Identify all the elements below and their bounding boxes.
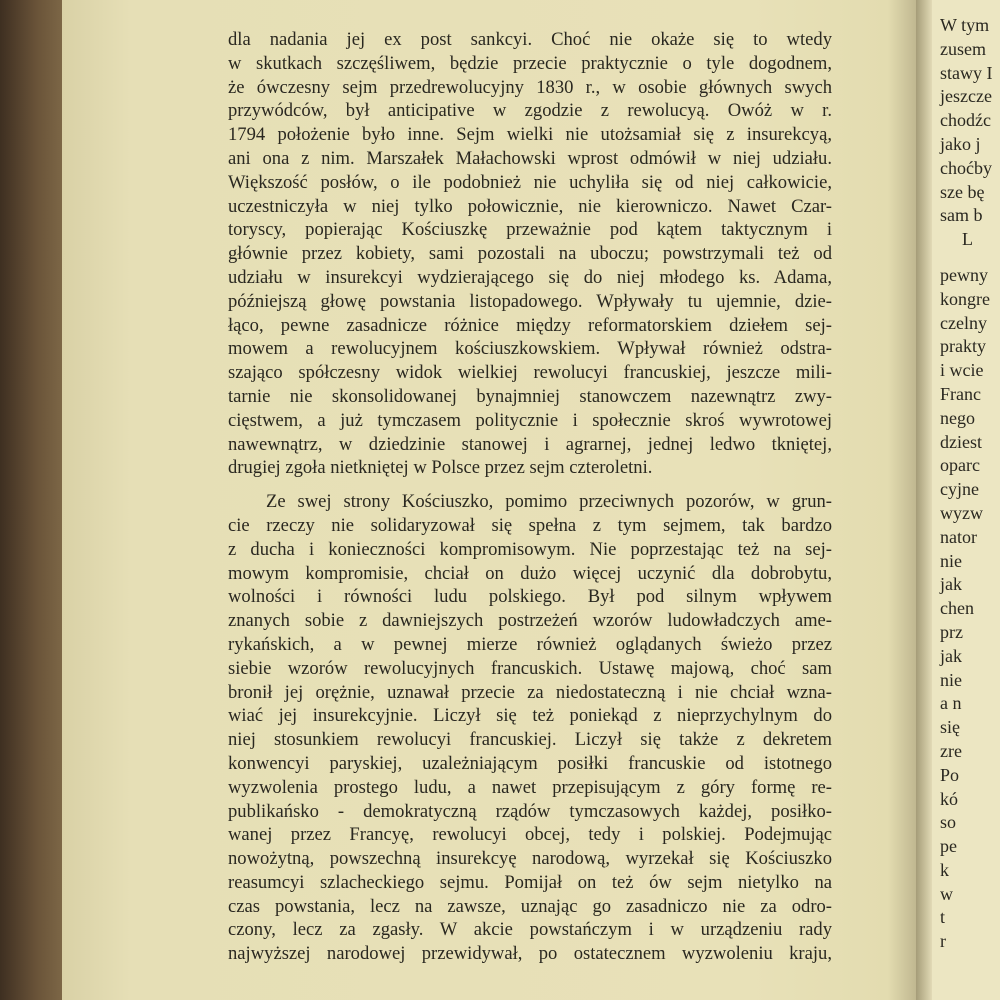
text-line: Ze swej strony Kościuszko, pomimo przeciwnych pozorów, w grun- [266,491,832,513]
text-line: bronił jej orężnie, uznawał przecie za niedostateczną i nie chciał wzna- [228,681,832,703]
right-page-line-fragment: W tym [940,15,990,35]
text-line: uczestniczyła w niej tylko połowicznie, nie kierowniczo. Nawet Czar- [228,195,832,217]
right-page-line-fragment: sze bę [940,181,985,202]
right-page-line-fragment: k [940,859,949,880]
text-line: wolności i równości ludu polskiego. Był pod silnym wpływem [228,586,832,608]
text-line: cie rzeczy nie solidaryzował się spełna z tym sejmem, tak bardzo [228,514,832,536]
right-page-text-fragments [940,14,993,954]
text-line: z ducha i konieczności kompromisowym. Nie poprzestając też na sej- [228,538,832,560]
text-line: cięstwem, a już tymczasem politycznie i społecznie skroś wywrotowej [228,409,832,431]
text-line: mowym kompromisie, chciał on dużo więcej uczynić dla dobrobytu, [228,562,832,584]
right-page-line-fragment: chodźc [940,110,991,131]
right-page-line-fragment: nie [940,550,962,571]
text-line: Większość posłów, o ile podobnież nie uchyliła się od niej całkowicie, [228,171,832,193]
text-line: że ówczesny sejm przedrewolucyjny 1830 r., w osobie głównych swych [228,76,832,98]
right-page-line-fragment: dziest [940,431,982,452]
right-page-line-fragment: jak [940,645,962,666]
right-page-line-fragment: prz [940,621,963,642]
text-line: mowem a rewolucyjnem kościuszkowskiem. Wpływał również odstra- [228,338,832,360]
text-line: tarnie nie skonsolidowanej bynajmniej stanowczem nazewnątrz zwy- [228,385,832,407]
right-page-line-fragment: zre [940,740,962,761]
text-line: rykańskich, a w pewnej mierze również oglądanych świeżo przez [228,633,832,655]
text-line: niej stosunkiem rewolucyi francuskiej. Liczył się także z dekretem [228,729,832,751]
text-line: późniejszą głowę powstania listopadowego. Wpływały tu ujemnie, dzie- [228,290,832,312]
text-line: przywódców, był anticipative w zgodzie z rewolucyą. Owóż w r. [228,100,832,122]
text-line: najwyższej narodowej przewidywał, po ostatecznem wyzwoleniu kraju, [228,943,832,965]
right-page-line-fragment: Po [940,764,960,785]
text-line: łąco, pewne zasadnicze różnice między reformatorskiem dziełem sej- [228,314,832,336]
text-line: czony, lecz za zgasły. W akcie powstańczym i w urządzeniu rady [228,919,832,941]
book-cover-edge [0,0,62,1000]
text-line: toryscy, popierając Kościuszkę przeważnie pod kątem taktycznym i [228,219,832,241]
right-page-line-fragment: kó [940,788,958,809]
right-page-line-fragment: choćby [940,157,992,178]
text-line: głównie przez kobiety, sami pozostali na uboczu; powstrzymali też od [228,243,832,265]
right-page-line-fragment: nie [940,669,962,690]
text-line: publikańsko - demokratyczną rządów tymczasowych każdej, posiłko- [228,800,832,822]
right-page-line-fragment: t [940,907,946,928]
text-line: wanej przez Francyę, rewolucyi obcej, tedy i polskiej. Podejmując [228,824,832,846]
right-page-line-fragment: czelny [940,312,987,333]
right-page-line-fragment: prakty [940,336,986,357]
right-page-line-fragment: nego [940,407,975,428]
right-page-line-fragment: stawy I [940,62,993,83]
text-line: wiać jej insurekcyjnie. Liczył się też poniekąd z nieprzychylnym do [228,705,832,727]
text-line: znanych sobie z dawniejszych postrzeżeń wzorów ludowładczych ame- [228,610,832,632]
right-page-line-fragment: jeszcze [940,86,992,107]
right-page-line-fragment: zusem [940,38,986,59]
right-page-line-fragment: so [940,812,957,833]
text-line: nawewnątrz, w dziedzinie stanowej i agrarnej, jednej ledwo tkniętej, [228,433,832,455]
text-line: ani ona z nim. Marszałek Małachowski wprost odmówił w niej udziału. [228,147,832,169]
right-page-line-fragment: w [940,883,953,904]
right-page-line-fragment: i wcie [940,360,984,381]
text-line: w skutkach szczęśliwem, będzie przecie praktycznie o tyle dogodnem, [228,52,832,74]
right-page-line-fragment: wyzw [940,502,983,523]
text-line: czas powstania, lecz na zawsze, uznając go zasadniczo nie za odro- [228,895,832,917]
right-page-line-fragment: jako j [940,133,981,154]
right-page-line-fragment: Franc [940,383,981,404]
text-line: nowożytną, powszechną insurekcyę narodową, wyrzekał się Kościuszko [228,848,832,870]
right-page-line-fragment: pewny [940,264,988,285]
right-page-line-fragment: nator [940,526,977,547]
paragraph-gap [228,480,832,490]
text-line: szająco spółczesny widok wielkiej rewolucyi francuskiej, jeszcze mili- [228,362,832,384]
text-line: konwencyi paryskiej, uzależniającym posiłki francuskie od istotnego [228,752,832,774]
right-page-line-fragment: r [940,931,946,952]
right-page-line-fragment: jak [940,574,962,595]
text-line: wyzwolenia prostego ludu, a nawet przepisującym z góry formę re- [228,776,832,798]
text-line: dla nadania jej ex post sankcyi. Choć nie okaże się to wtedy [228,29,832,50]
right-page-line-fragment: sam b [940,205,983,226]
text-line: udziału w insurekcyi wydzierającego się do niej młodego ks. Adama, [228,266,832,288]
text-line: drugiej zgoła nietkniętej w Polsce przez sejm czteroletni. [228,457,653,479]
left-page-text [228,28,832,966]
right-page-line-fragment: oparc [940,455,980,476]
right-page-line-fragment: a n [940,693,962,714]
right-page-line-fragment: chen [940,598,974,619]
right-page-line-fragment: się [940,717,960,738]
right-page-line-fragment: kongre [940,288,990,309]
right-page-line-fragment: L [962,229,973,250]
right-page-line-fragment: pe [940,836,957,857]
text-line: 1794 położenie było inne. Sejm wielki nie utożsamiał się z insurekcyą, [228,124,832,146]
text-line: siebie wzorów rewolucyjnych francuskich. Ustawę majową, choć sam [228,657,832,679]
text-line: reasumcyi szlacheckiego sejmu. Pomijał on też ów sejm nietylko na [228,871,832,893]
right-page-line-fragment: cyjne [940,479,979,500]
